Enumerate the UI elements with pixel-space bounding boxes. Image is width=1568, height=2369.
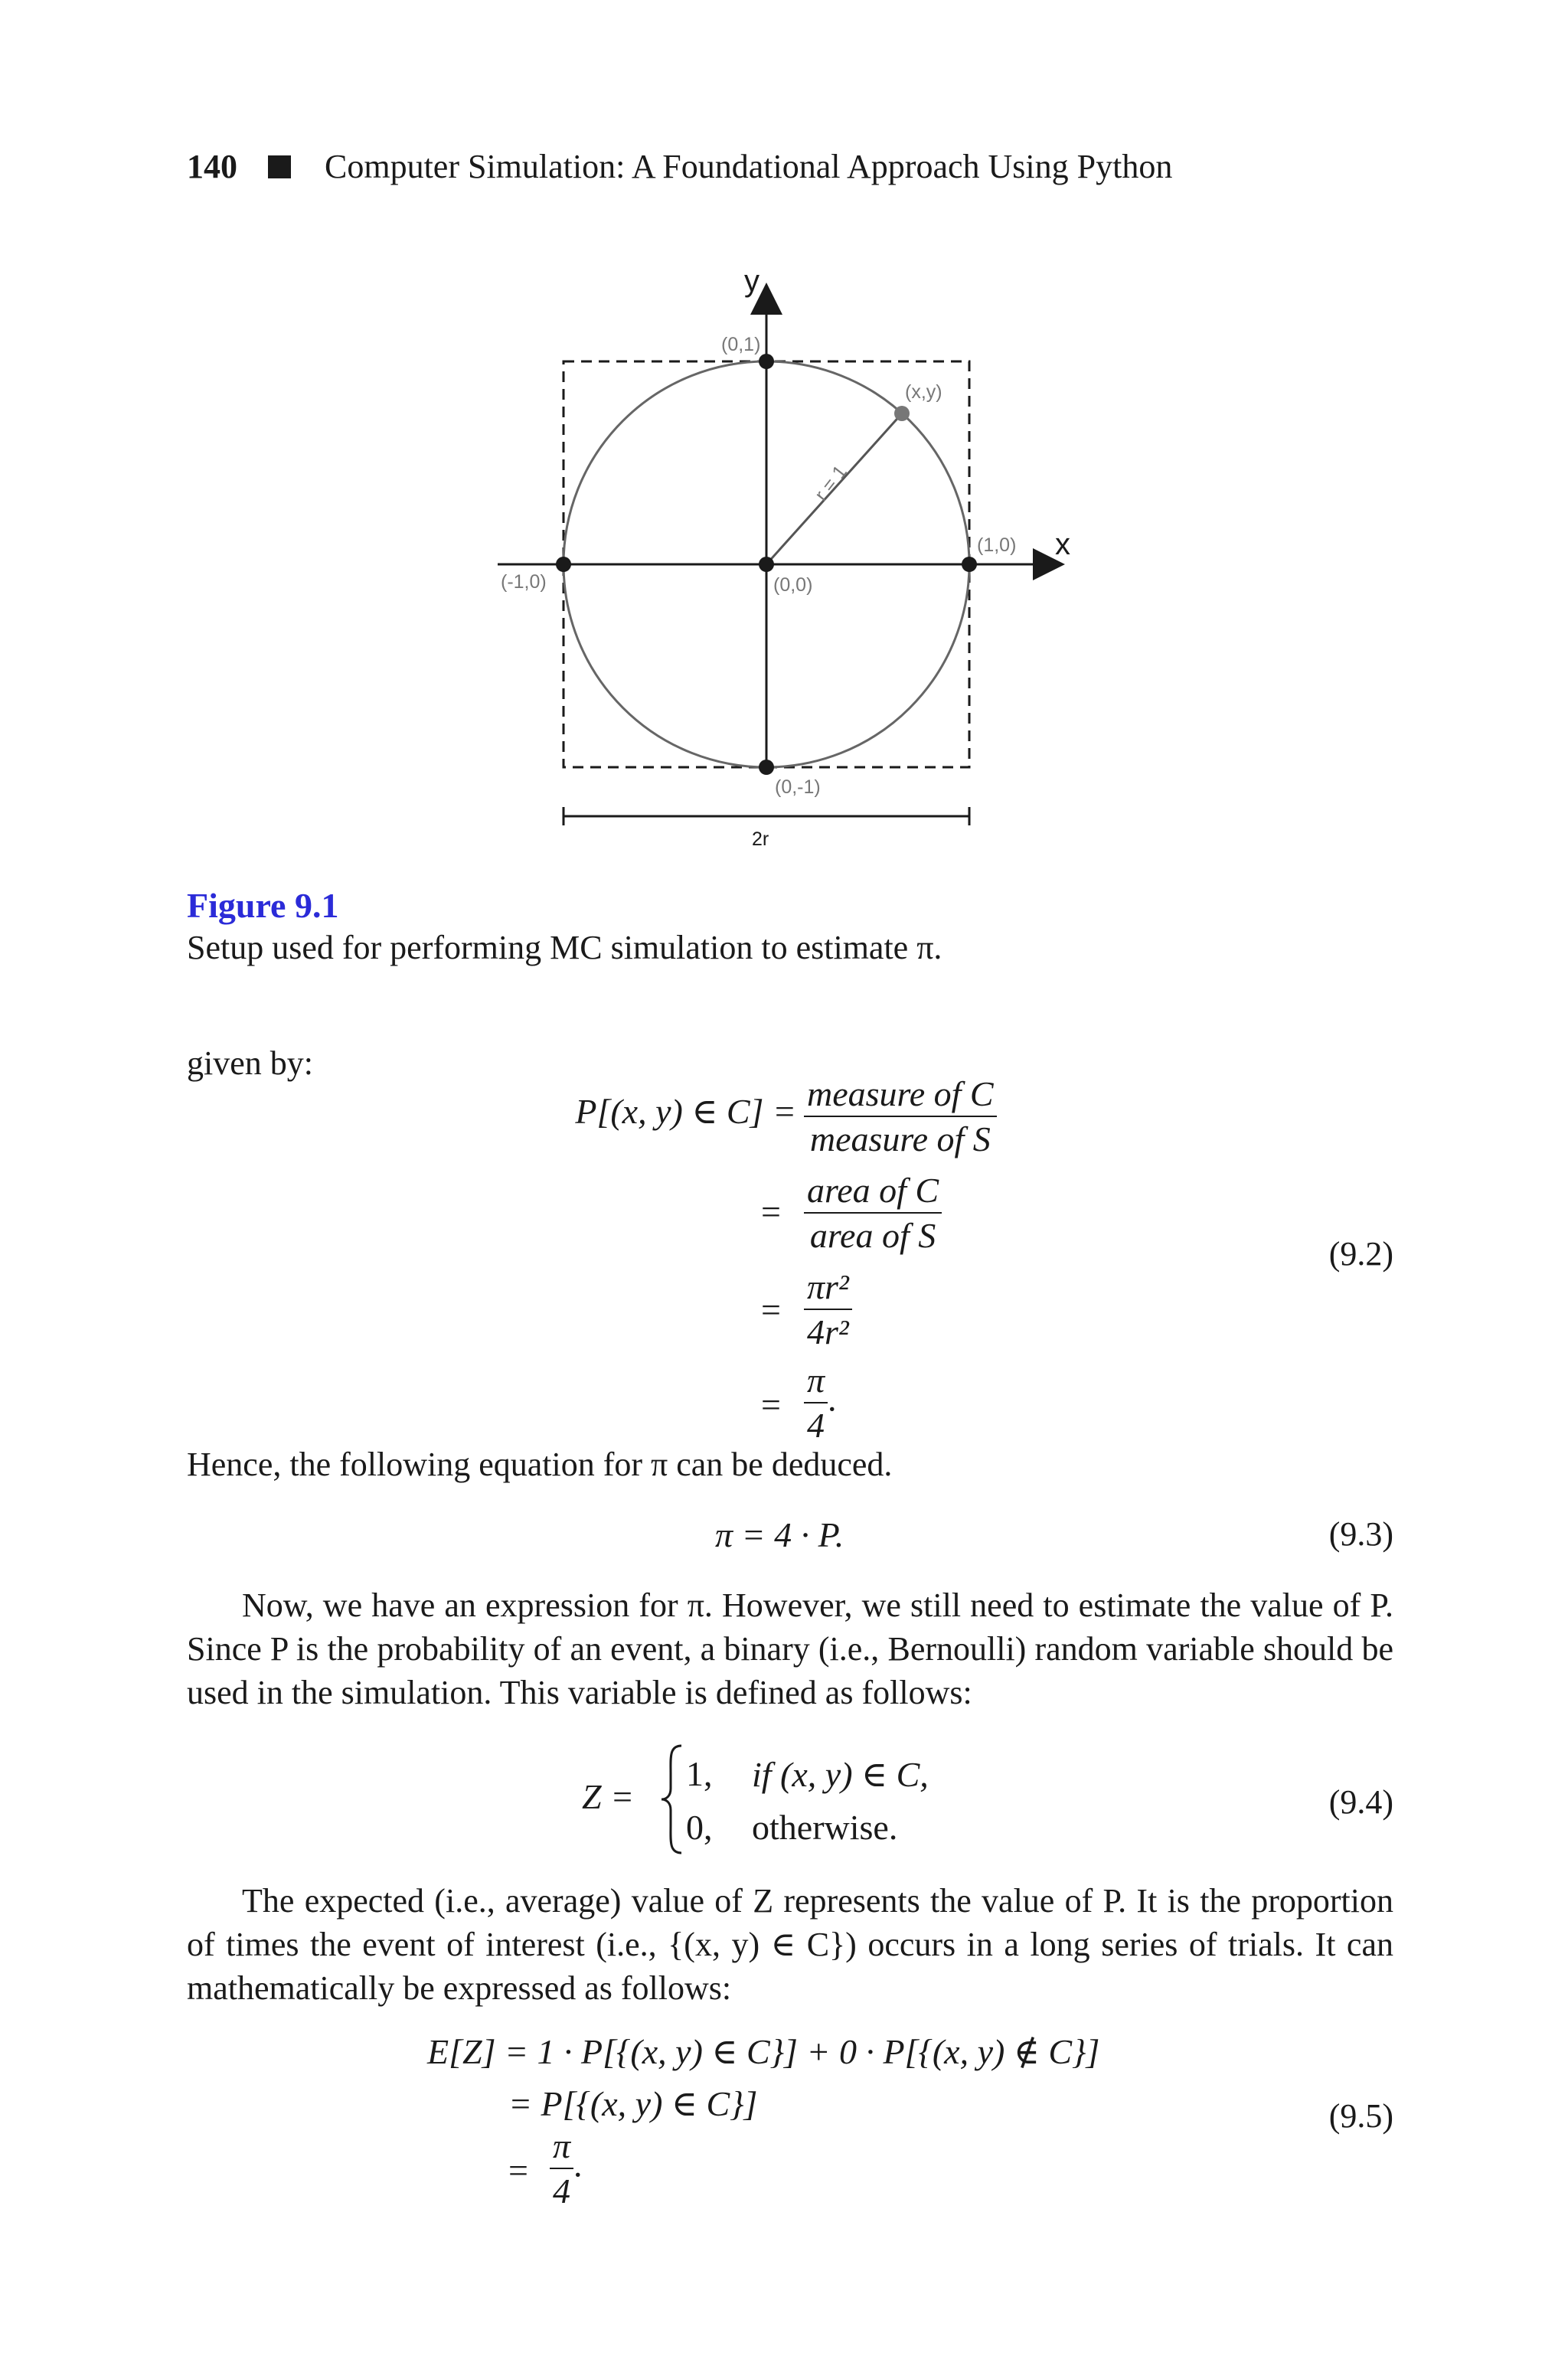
eq92-den2: area of S xyxy=(809,1216,936,1255)
eq95-number: (9.5) xyxy=(1328,2097,1393,2135)
paragraph-bernoulli: Now, we have an expression for π. However, we still need to estimate the value of P. Since P is the probability of an event, a binary (i.e., Bernoulli) random variable should be used in the simulation. This variable is defined as follows: xyxy=(187,1586,1393,1711)
paragraph-expected-value: The expected (i.e., average) value of Z represents the value of P. It is the proportion of times the event of interest (i.e., {(x, y) ∈ C}) occurs in a long series of trials. It can mathematically be expressed as follows: xyxy=(187,1882,1393,2007)
eq92-number: (9.2) xyxy=(1328,1235,1393,1273)
eq92-num2: area of C xyxy=(804,1170,942,1214)
label-bottom: (0,-1) xyxy=(775,776,821,798)
point-right xyxy=(962,557,977,572)
eq95-line1: E[Z] = 1 · P[{(x, y) ∈ C}] + 0 · P[{(x, y) ∉ C}] xyxy=(427,2032,1100,2071)
eq95-den: 4 xyxy=(553,2171,571,2211)
label-point: (x,y) xyxy=(905,381,942,403)
header-square-icon xyxy=(268,155,291,178)
page-number: 140 xyxy=(187,148,237,185)
eq92-num3: πr² xyxy=(804,1266,852,1310)
eq93-number: (9.3) xyxy=(1328,1515,1393,1553)
eq94-lhs: Z = xyxy=(582,1777,635,1816)
unit-circle-figure xyxy=(490,260,1118,858)
figure-caption-title: Figure 9.1 xyxy=(187,886,339,925)
equation-9-3: π = 4 · P. xyxy=(715,1515,844,1554)
label-width: 2r xyxy=(752,828,769,850)
x-axis-label: x xyxy=(1055,528,1070,561)
eq94-case2-val: 0, xyxy=(686,1808,713,1847)
left-brace-icon xyxy=(658,1743,686,1856)
hence-text: Hence, the following equation for π can be deduced. xyxy=(187,1446,893,1483)
eq94-case1-cond: if (x, y) ∈ C, xyxy=(752,1755,929,1794)
eq92-num1: measure of C xyxy=(804,1073,997,1117)
label-right: (1,0) xyxy=(977,534,1017,556)
eq92-lhs: P[(x, y) ∈ C] = xyxy=(575,1092,796,1131)
figure-caption-text: Setup used for performing MC simulation to estimate π. xyxy=(187,929,942,966)
eq92-den4: 4 xyxy=(807,1406,825,1445)
eq92-den3: 4r² xyxy=(807,1312,849,1351)
eq95-num: π xyxy=(550,2126,573,2169)
eq95-eq3: = xyxy=(508,2151,528,2190)
point-origin xyxy=(759,557,774,572)
given-by-text: given by: xyxy=(187,1044,313,1082)
running-header xyxy=(187,147,1172,186)
y-axis-label: y xyxy=(744,264,760,298)
eq94-number: (9.4) xyxy=(1328,1783,1393,1821)
point-bottom xyxy=(759,760,774,775)
label-origin: (0,0) xyxy=(773,574,813,596)
eq92-num4: π xyxy=(804,1360,828,1403)
point-xy xyxy=(894,406,910,421)
eq92-den1: measure of S xyxy=(809,1119,991,1158)
label-left: (-1,0) xyxy=(501,571,547,593)
point-left xyxy=(556,557,571,572)
label-top: (0,1) xyxy=(721,334,761,355)
label-radius: r = 1 xyxy=(810,461,851,505)
eq95-line2: = P[{(x, y) ∈ C}] xyxy=(508,2084,758,2123)
book-title: Computer Simulation: A Foundational Approach Using Python xyxy=(325,148,1173,185)
eq92-eq4: = xyxy=(761,1385,781,1424)
eq92-eq3: = xyxy=(761,1290,781,1329)
point-top xyxy=(759,354,774,369)
eq94-case2-cond: otherwise. xyxy=(752,1808,898,1847)
eq94-case1-val: 1, xyxy=(686,1754,713,1793)
eq92-eq2: = xyxy=(761,1192,781,1231)
